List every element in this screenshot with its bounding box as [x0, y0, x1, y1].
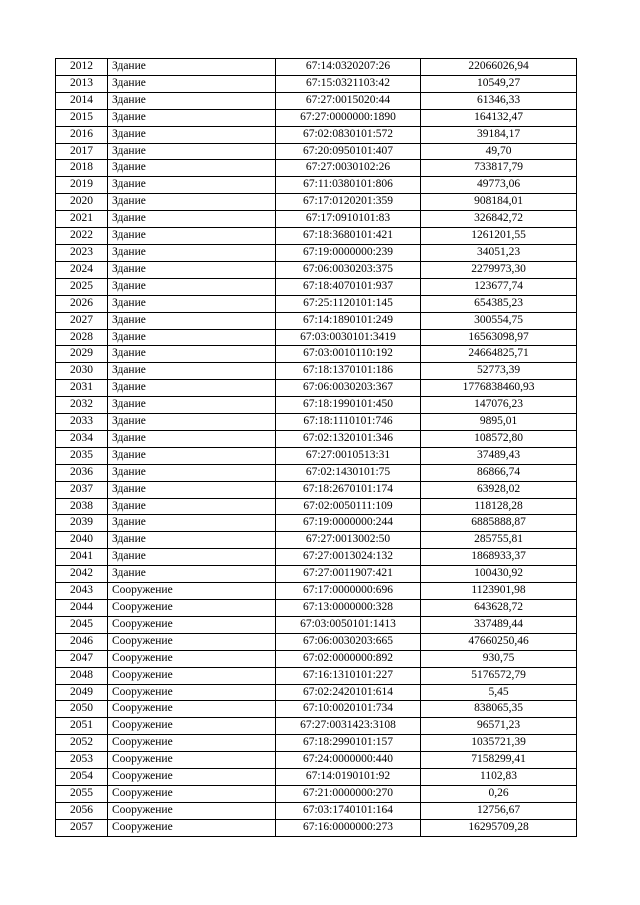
cadastral-number-cell: 67:18:3680101:421 [276, 228, 421, 245]
cadastral-value-cell: 147076,23 [421, 397, 577, 414]
cadastral-value-cell: 63928,02 [421, 481, 577, 498]
cadastral-number-cell: 67:19:0000000:244 [276, 515, 421, 532]
table-row [56, 194, 577, 211]
cadastral-number-cell: 67:03:0030101:3419 [276, 329, 421, 346]
cadastral-number-cell: 67:06:0030203:375 [276, 261, 421, 278]
cadastral-number-cell: 67:27:0000000:1890 [276, 109, 421, 126]
object-type-cell: Здание [108, 295, 276, 312]
table-row [56, 600, 577, 617]
table-row [56, 397, 577, 414]
row-number-cell: 2054 [56, 769, 108, 786]
cadastral-value-cell: 6885888,87 [421, 515, 577, 532]
cadastral-number-cell: 67:14:0320207:26 [276, 59, 421, 76]
cadastral-value-cell: 24664825,71 [421, 346, 577, 363]
cadastral-value-cell: 9895,01 [421, 414, 577, 431]
cadastral-number-cell: 67:17:0910101:83 [276, 211, 421, 228]
cadastral-value-cell: 908184,01 [421, 194, 577, 211]
cadastral-value-cell: 5176572,79 [421, 667, 577, 684]
row-number-cell: 2042 [56, 566, 108, 583]
cadastral-value-table [55, 58, 577, 837]
cadastral-value-cell: 22066026,94 [421, 59, 577, 76]
cadastral-value-cell: 39184,17 [421, 126, 577, 143]
row-number-cell: 2045 [56, 616, 108, 633]
object-type-cell: Здание [108, 211, 276, 228]
row-number-cell: 2015 [56, 109, 108, 126]
object-type-cell: Сооружение [108, 667, 276, 684]
object-type-cell: Здание [108, 380, 276, 397]
table-row [56, 633, 577, 650]
cadastral-number-cell: 67:17:0120201:359 [276, 194, 421, 211]
cadastral-number-cell: 67:03:0050101:1413 [276, 616, 421, 633]
table-row [56, 532, 577, 549]
object-type-cell: Сооружение [108, 785, 276, 802]
table-row [56, 363, 577, 380]
cadastral-number-cell: 67:06:0030203:367 [276, 380, 421, 397]
cadastral-value-cell: 86866,74 [421, 464, 577, 481]
object-type-cell: Здание [108, 447, 276, 464]
cadastral-number-cell: 67:19:0000000:239 [276, 244, 421, 261]
cadastral-number-cell: 67:27:0031423:3108 [276, 718, 421, 735]
cadastral-value-cell: 96571,23 [421, 718, 577, 735]
cadastral-number-cell: 67:15:0321103:42 [276, 75, 421, 92]
table-row [56, 414, 577, 431]
table-row [56, 177, 577, 194]
row-number-cell: 2024 [56, 261, 108, 278]
table-row [56, 549, 577, 566]
row-number-cell: 2048 [56, 667, 108, 684]
row-number-cell: 2020 [56, 194, 108, 211]
cadastral-value-cell: 1776838460,93 [421, 380, 577, 397]
object-type-cell: Сооружение [108, 819, 276, 836]
cadastral-number-cell: 67:02:1430101:75 [276, 464, 421, 481]
row-number-cell: 2037 [56, 481, 108, 498]
cadastral-number-cell: 67:21:0000000:270 [276, 785, 421, 802]
object-type-cell: Здание [108, 194, 276, 211]
object-type-cell: Сооружение [108, 650, 276, 667]
cadastral-value-cell: 1123901,98 [421, 583, 577, 600]
object-type-cell: Здание [108, 363, 276, 380]
cadastral-value-cell: 0,26 [421, 785, 577, 802]
cadastral-number-cell: 67:18:2670101:174 [276, 481, 421, 498]
cadastral-value-cell: 52773,39 [421, 363, 577, 380]
cadastral-value-cell: 7158299,41 [421, 752, 577, 769]
object-type-cell: Сооружение [108, 718, 276, 735]
row-number-cell: 2017 [56, 143, 108, 160]
cadastral-number-cell: 67:10:0020101:734 [276, 701, 421, 718]
table-row [56, 329, 577, 346]
object-type-cell: Здание [108, 498, 276, 515]
row-number-cell: 2050 [56, 701, 108, 718]
cadastral-value-cell: 49773,06 [421, 177, 577, 194]
row-number-cell: 2053 [56, 752, 108, 769]
table-row [56, 667, 577, 684]
table-row [56, 819, 577, 836]
table-row [56, 346, 577, 363]
cadastral-value-cell: 16295709,28 [421, 819, 577, 836]
cadastral-value-cell: 1261201,55 [421, 228, 577, 245]
cadastral-value-cell: 337489,44 [421, 616, 577, 633]
object-type-cell: Здание [108, 278, 276, 295]
row-number-cell: 2029 [56, 346, 108, 363]
cadastral-number-cell: 67:14:1890101:249 [276, 312, 421, 329]
cadastral-value-cell: 326842,72 [421, 211, 577, 228]
object-type-cell: Здание [108, 397, 276, 414]
table-row [56, 802, 577, 819]
object-type-cell: Здание [108, 549, 276, 566]
row-number-cell: 2019 [56, 177, 108, 194]
table-body [56, 59, 577, 837]
cadastral-number-cell: 67:27:0013002:50 [276, 532, 421, 549]
object-type-cell: Здание [108, 244, 276, 261]
table-row [56, 769, 577, 786]
table-row [56, 718, 577, 735]
table-row [56, 701, 577, 718]
table-row [56, 228, 577, 245]
row-number-cell: 2036 [56, 464, 108, 481]
table-row [56, 752, 577, 769]
table-row [56, 430, 577, 447]
table-row [56, 261, 577, 278]
row-number-cell: 2051 [56, 718, 108, 735]
cadastral-value-cell: 49,70 [421, 143, 577, 160]
object-type-cell: Здание [108, 346, 276, 363]
cadastral-number-cell: 67:02:0000000:892 [276, 650, 421, 667]
object-type-cell: Здание [108, 414, 276, 431]
table-row [56, 92, 577, 109]
object-type-cell: Сооружение [108, 701, 276, 718]
object-type-cell: Здание [108, 177, 276, 194]
cadastral-value-cell: 164132,47 [421, 109, 577, 126]
row-number-cell: 2016 [56, 126, 108, 143]
object-type-cell: Здание [108, 464, 276, 481]
cadastral-value-cell: 12756,67 [421, 802, 577, 819]
cadastral-number-cell: 67:20:0950101:407 [276, 143, 421, 160]
object-type-cell: Здание [108, 143, 276, 160]
object-type-cell: Сооружение [108, 735, 276, 752]
row-number-cell: 2044 [56, 600, 108, 617]
table-row [56, 684, 577, 701]
cadastral-value-cell: 37489,43 [421, 447, 577, 464]
row-number-cell: 2043 [56, 583, 108, 600]
table-row [56, 278, 577, 295]
cadastral-value-cell: 733817,79 [421, 160, 577, 177]
table-row [56, 380, 577, 397]
table-row [56, 481, 577, 498]
cadastral-value-cell: 654385,23 [421, 295, 577, 312]
cadastral-value-cell: 838065,35 [421, 701, 577, 718]
object-type-cell: Сооружение [108, 583, 276, 600]
row-number-cell: 2032 [56, 397, 108, 414]
cadastral-value-cell: 643628,72 [421, 600, 577, 617]
cadastral-value-cell: 285755,81 [421, 532, 577, 549]
row-number-cell: 2013 [56, 75, 108, 92]
cadastral-number-cell: 67:24:0000000:440 [276, 752, 421, 769]
object-type-cell: Здание [108, 126, 276, 143]
cadastral-number-cell: 67:02:1320101:346 [276, 430, 421, 447]
object-type-cell: Сооружение [108, 616, 276, 633]
table-row [56, 464, 577, 481]
cadastral-number-cell: 67:03:0010110:192 [276, 346, 421, 363]
cadastral-value-cell: 47660250,46 [421, 633, 577, 650]
table-row [56, 312, 577, 329]
cadastral-value-cell: 300554,75 [421, 312, 577, 329]
table-row [56, 75, 577, 92]
object-type-cell: Здание [108, 481, 276, 498]
row-number-cell: 2034 [56, 430, 108, 447]
row-number-cell: 2022 [56, 228, 108, 245]
row-number-cell: 2039 [56, 515, 108, 532]
row-number-cell: 2030 [56, 363, 108, 380]
cadastral-value-cell: 108572,80 [421, 430, 577, 447]
row-number-cell: 2055 [56, 785, 108, 802]
object-type-cell: Сооружение [108, 633, 276, 650]
cadastral-value-cell: 5,45 [421, 684, 577, 701]
cadastral-value-cell: 16563098,97 [421, 329, 577, 346]
row-number-cell: 2018 [56, 160, 108, 177]
table-row [56, 583, 577, 600]
table-row [56, 566, 577, 583]
object-type-cell: Здание [108, 261, 276, 278]
table-row [56, 295, 577, 312]
cadastral-value-cell: 34051,23 [421, 244, 577, 261]
object-type-cell: Здание [108, 75, 276, 92]
object-type-cell: Сооружение [108, 684, 276, 701]
table-row [56, 143, 577, 160]
cadastral-number-cell: 67:02:2420101:614 [276, 684, 421, 701]
table-row [56, 244, 577, 261]
object-type-cell: Здание [108, 92, 276, 109]
table-row [56, 109, 577, 126]
cadastral-value-cell: 930,75 [421, 650, 577, 667]
row-number-cell: 2046 [56, 633, 108, 650]
cadastral-value-cell: 2279973,30 [421, 261, 577, 278]
object-type-cell: Здание [108, 160, 276, 177]
row-number-cell: 2041 [56, 549, 108, 566]
table-row [56, 211, 577, 228]
table-row [56, 59, 577, 76]
row-number-cell: 2014 [56, 92, 108, 109]
cadastral-number-cell: 67:18:1370101:186 [276, 363, 421, 380]
cadastral-number-cell: 67:18:2990101:157 [276, 735, 421, 752]
cadastral-value-cell: 1102,83 [421, 769, 577, 786]
cadastral-number-cell: 67:25:1120101:145 [276, 295, 421, 312]
object-type-cell: Здание [108, 532, 276, 549]
cadastral-value-cell: 1035721,39 [421, 735, 577, 752]
cadastral-number-cell: 67:03:1740101:164 [276, 802, 421, 819]
row-number-cell: 2038 [56, 498, 108, 515]
cadastral-number-cell: 67:27:0011907:421 [276, 566, 421, 583]
table-row [56, 160, 577, 177]
object-type-cell: Здание [108, 430, 276, 447]
table-row [56, 650, 577, 667]
row-number-cell: 2040 [56, 532, 108, 549]
table-row [56, 498, 577, 515]
cadastral-value-cell: 61346,33 [421, 92, 577, 109]
cadastral-number-cell: 67:14:0190101:92 [276, 769, 421, 786]
row-number-cell: 2021 [56, 211, 108, 228]
object-type-cell: Сооружение [108, 752, 276, 769]
cadastral-number-cell: 67:27:0030102:26 [276, 160, 421, 177]
row-number-cell: 2052 [56, 735, 108, 752]
cadastral-value-cell: 1868933,37 [421, 549, 577, 566]
row-number-cell: 2049 [56, 684, 108, 701]
cadastral-number-cell: 67:06:0030203:665 [276, 633, 421, 650]
cadastral-value-cell: 100430,92 [421, 566, 577, 583]
cadastral-number-cell: 67:02:0830101:572 [276, 126, 421, 143]
object-type-cell: Сооружение [108, 769, 276, 786]
cadastral-number-cell: 67:18:1990101:450 [276, 397, 421, 414]
table-row [56, 735, 577, 752]
row-number-cell: 2028 [56, 329, 108, 346]
row-number-cell: 2057 [56, 819, 108, 836]
object-type-cell: Здание [108, 312, 276, 329]
cadastral-number-cell: 67:16:0000000:273 [276, 819, 421, 836]
object-type-cell: Здание [108, 228, 276, 245]
table-row [56, 616, 577, 633]
cadastral-number-cell: 67:27:0015020:44 [276, 92, 421, 109]
row-number-cell: 2047 [56, 650, 108, 667]
object-type-cell: Сооружение [108, 600, 276, 617]
row-number-cell: 2031 [56, 380, 108, 397]
cadastral-value-cell: 10549,27 [421, 75, 577, 92]
table-row [56, 126, 577, 143]
table-row [56, 447, 577, 464]
cadastral-number-cell: 67:13:0000000:328 [276, 600, 421, 617]
cadastral-number-cell: 67:27:0013024:132 [276, 549, 421, 566]
object-type-cell: Здание [108, 566, 276, 583]
object-type-cell: Сооружение [108, 802, 276, 819]
cadastral-number-cell: 67:02:0050111:109 [276, 498, 421, 515]
row-number-cell: 2056 [56, 802, 108, 819]
object-type-cell: Здание [108, 109, 276, 126]
cadastral-number-cell: 67:18:4070101:937 [276, 278, 421, 295]
row-number-cell: 2027 [56, 312, 108, 329]
table-row [56, 515, 577, 532]
cadastral-number-cell: 67:16:1310101:227 [276, 667, 421, 684]
cadastral-number-cell: 67:18:1110101:746 [276, 414, 421, 431]
row-number-cell: 2023 [56, 244, 108, 261]
cadastral-number-cell: 67:27:0010513:31 [276, 447, 421, 464]
row-number-cell: 2035 [56, 447, 108, 464]
object-type-cell: Здание [108, 329, 276, 346]
row-number-cell: 2033 [56, 414, 108, 431]
cadastral-number-cell: 67:11:0380101:806 [276, 177, 421, 194]
cadastral-value-cell: 123677,74 [421, 278, 577, 295]
row-number-cell: 2026 [56, 295, 108, 312]
row-number-cell: 2025 [56, 278, 108, 295]
object-type-cell: Здание [108, 59, 276, 76]
object-type-cell: Здание [108, 515, 276, 532]
row-number-cell: 2012 [56, 59, 108, 76]
table-row [56, 785, 577, 802]
cadastral-number-cell: 67:17:0000000:696 [276, 583, 421, 600]
cadastral-value-cell: 118128,28 [421, 498, 577, 515]
